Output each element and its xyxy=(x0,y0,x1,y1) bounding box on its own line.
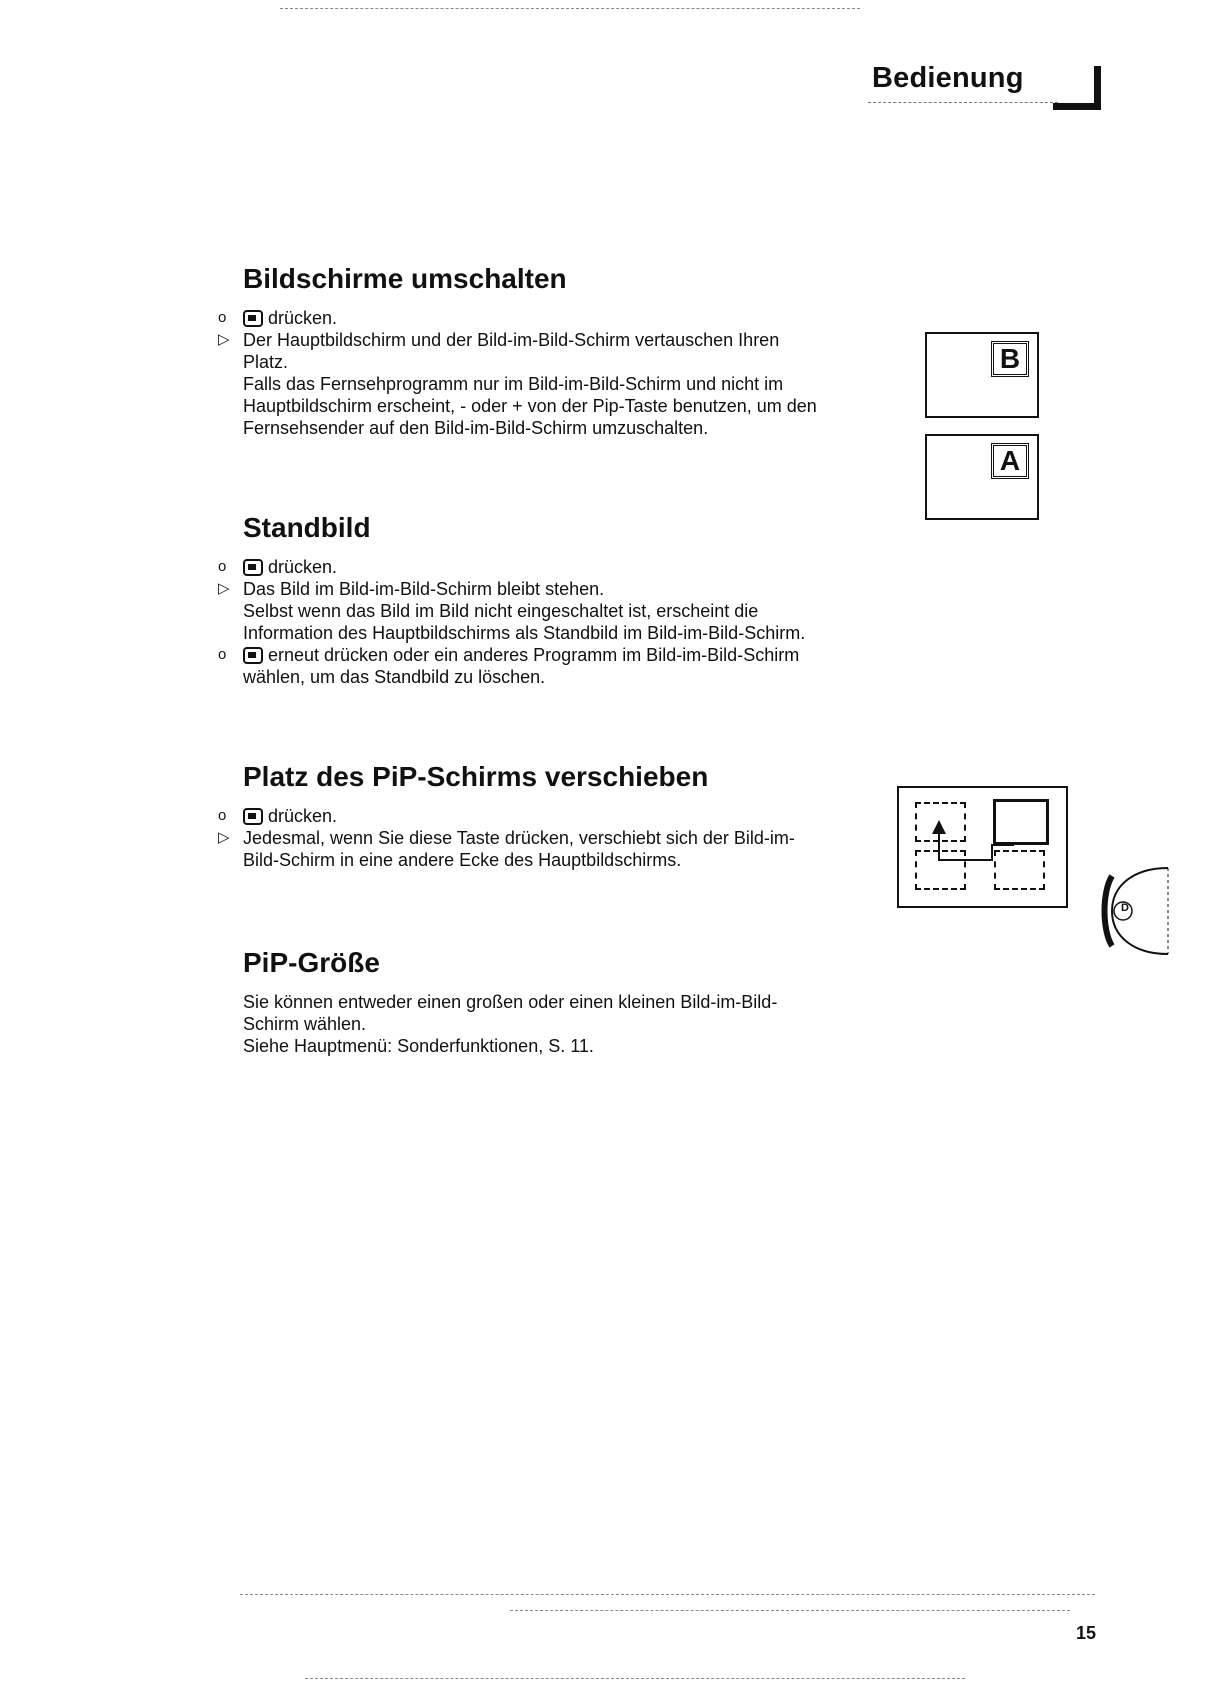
header-bracket-horizontal xyxy=(1053,103,1101,110)
instruction-text: Selbst wenn das Bild im Bild nicht eingeschaltet ist, erscheint die xyxy=(243,601,759,621)
section-title-pip-size: PiP-Größe xyxy=(243,947,380,978)
section-title-screen-swap: Bildschirme umschalten xyxy=(243,263,567,294)
swap-key-icon xyxy=(243,310,263,327)
step-bullet: o xyxy=(218,309,227,326)
instruction-text: Information des Hauptbildschirms als Standbild im Bild-im-Bild-Schirm. xyxy=(243,623,806,643)
instruction-text: drücken. xyxy=(268,557,338,577)
instruction-text: Fernsehsender auf den Bild-im-Bild-Schirm umzuschalten. xyxy=(243,418,709,438)
section-title-freeze: Standbild xyxy=(243,512,371,543)
step-bullet: o xyxy=(218,807,227,824)
freeze-key-icon xyxy=(243,647,263,664)
instruction-text: drücken. xyxy=(268,308,338,328)
pip-screen-figure xyxy=(925,434,1039,520)
result-bullet: ▷ xyxy=(218,829,230,846)
instruction-text: Siehe Hauptmenü: Sonderfunktionen, S. 11. xyxy=(243,1036,594,1056)
instruction-text: Sie können entweder einen großen oder einen kleinen Bild-im-Bild- xyxy=(243,992,778,1012)
screen-label-b: B xyxy=(991,341,1029,377)
page-number: 15 xyxy=(1076,1623,1097,1643)
page-header-title: Bedienung xyxy=(872,62,1024,94)
instruction-text: Platz. xyxy=(243,352,289,372)
instruction-text: Das Bild im Bild-im-Bild-Schirm bleibt stehen. xyxy=(243,579,605,599)
instruction-text: wählen, um das Standbild zu löschen. xyxy=(243,667,546,687)
pip-move-figure xyxy=(897,786,1068,908)
step-bullet: o xyxy=(218,558,227,575)
freeze-key-icon xyxy=(243,559,263,576)
language-tab-icon xyxy=(1098,864,1170,958)
screen-label-a: A xyxy=(991,443,1029,479)
result-bullet: ▷ xyxy=(218,331,230,348)
instruction-text: Der Hauptbildschirm und der Bild-im-Bild-Schirm vertauschen Ihren xyxy=(243,330,780,350)
section-title-pip-move: Platz des PiP-Schirms verschieben xyxy=(243,761,709,792)
language-tab-label: D xyxy=(1121,902,1129,914)
result-bullet: ▷ xyxy=(218,580,230,597)
instruction-text: Falls das Fernsehprogramm nur im Bild-im-Bild-Schirm und nicht im xyxy=(243,374,784,394)
scan-artifact-top xyxy=(280,8,860,9)
header-rule xyxy=(868,102,1058,103)
instruction-text: Jedesmal, wenn Sie diese Taste drücken, verschiebt sich der Bild-im- xyxy=(243,828,795,848)
instruction-text: drücken. xyxy=(268,806,338,826)
step-bullet: o xyxy=(218,646,227,663)
instruction-text: Schirm wählen. xyxy=(243,1014,367,1034)
pip-move-path-icon xyxy=(899,788,1070,910)
instruction-text: erneut drücken oder ein anderes Programm im Bild-im-Bild-Schirm xyxy=(268,645,800,665)
instruction-text: Hauptbildschirm erscheint, - oder + von der Pip-Taste benutzen, um den xyxy=(243,396,817,416)
scan-artifact-bottom xyxy=(240,1594,1095,1595)
scan-artifact-footer xyxy=(305,1678,965,1679)
instruction-text: Bild-Schirm in eine andere Ecke des Hauptbildschirms. xyxy=(243,850,682,870)
main-screen-figure xyxy=(925,332,1039,418)
move-key-icon xyxy=(243,808,263,825)
scan-artifact-bottom-2 xyxy=(510,1610,1070,1611)
